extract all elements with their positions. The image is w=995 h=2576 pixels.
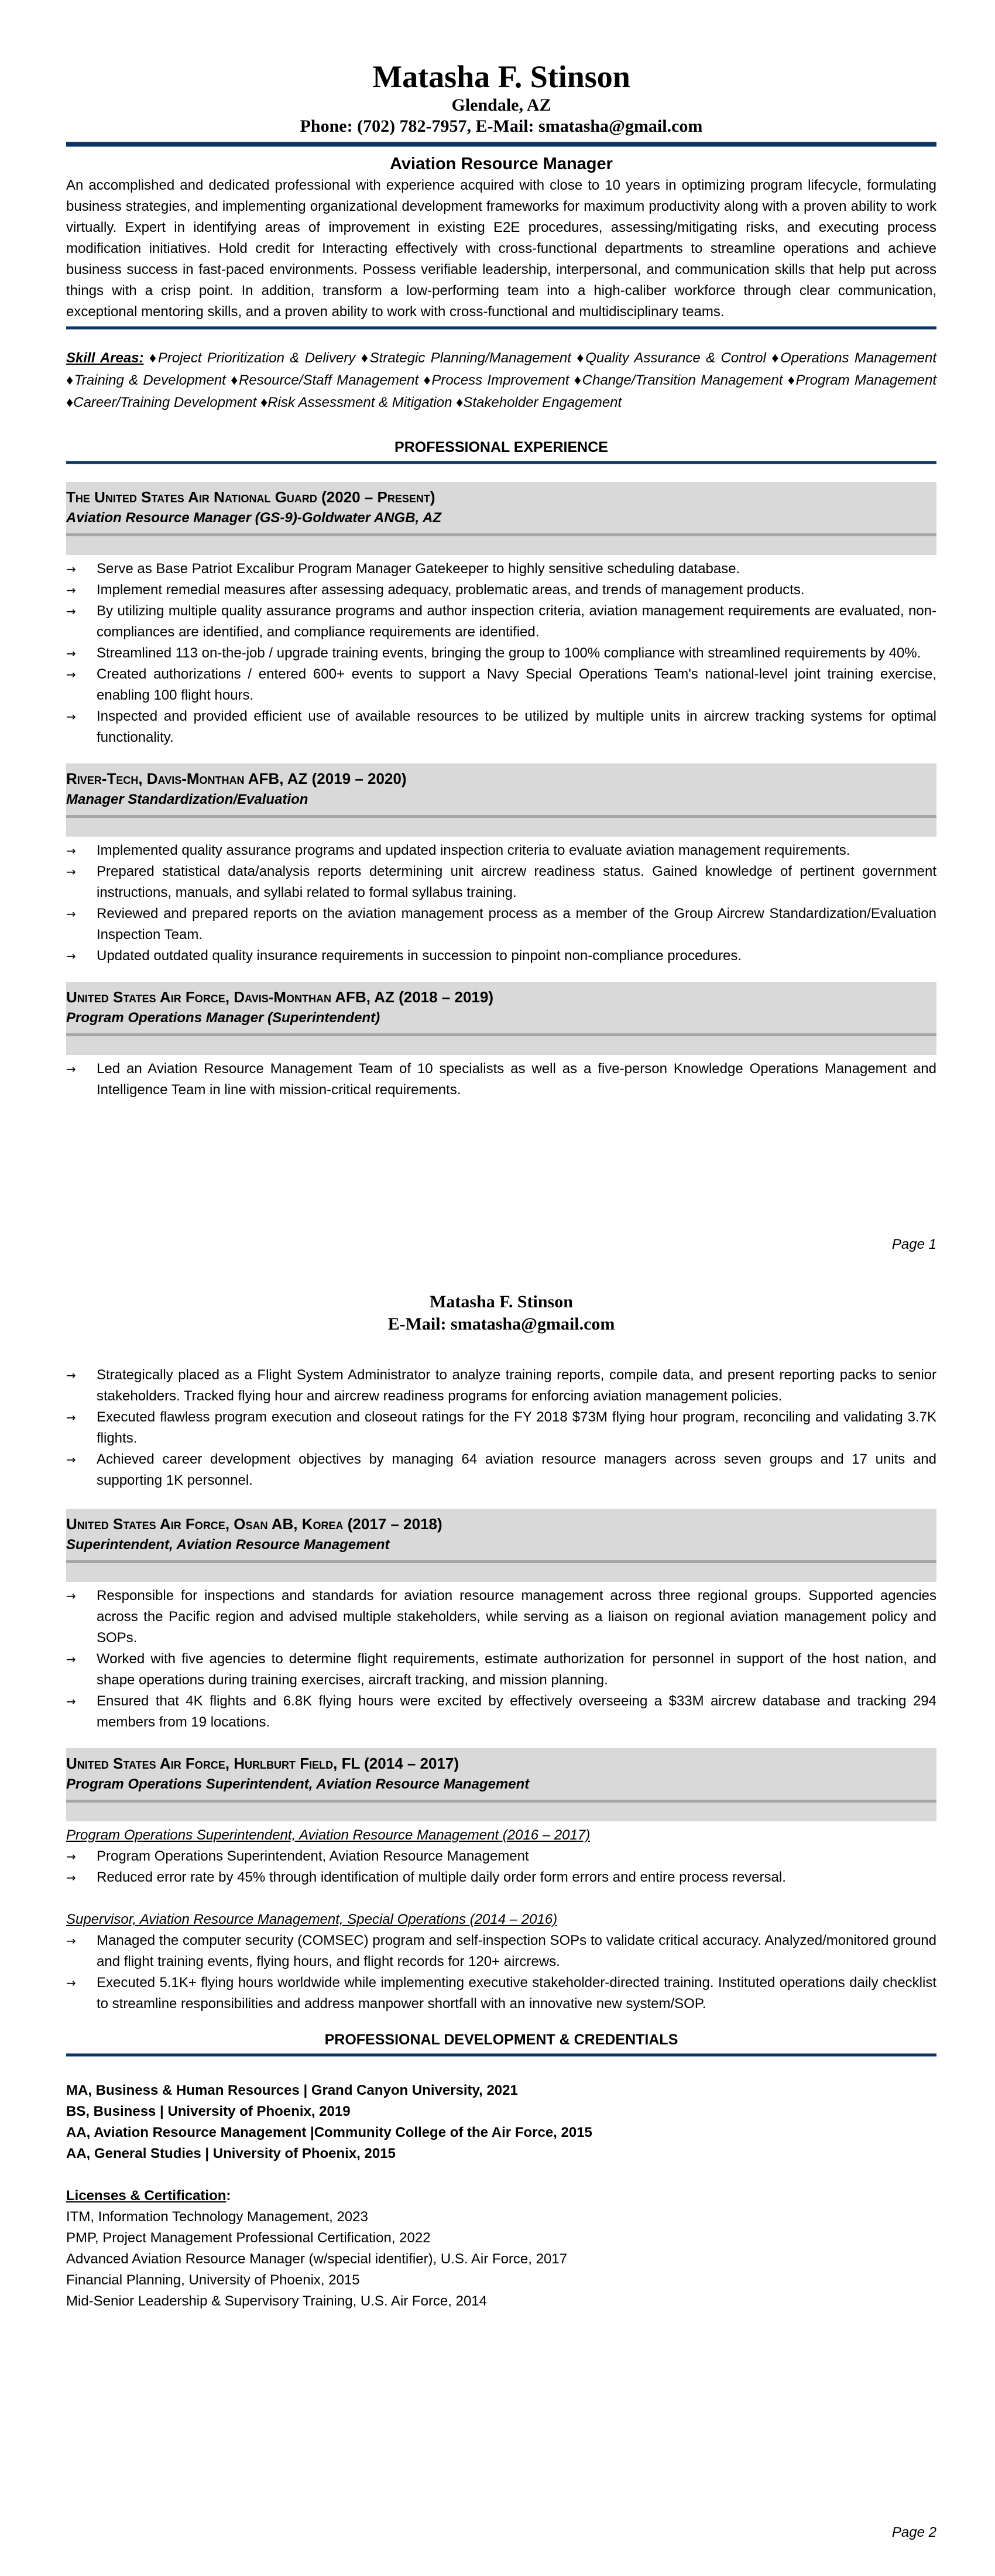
sub-role-title: Program Operations Superintendent, Aviation Resource Management (2016 – 2017): [66, 1827, 591, 1843]
licenses-list: [66, 2207, 936, 2312]
bullet-item: [66, 601, 936, 643]
bullet-text: Executed flawless program execution and closeout ratings for the FY 2018 $73M flying hour program, reconciling and validating 3.7K flights.: [97, 1409, 936, 1446]
job-header-spacer: [66, 1803, 936, 1821]
candidate-name: Matasha F. Stinson: [372, 59, 630, 94]
job-entry: [66, 482, 936, 748]
education-list: [66, 2080, 936, 2164]
bullet-item: [66, 1691, 936, 1733]
bullet-list: [66, 1585, 936, 1733]
job-company: United States Air Force, Hurlburt Field, FL (2014 – 2017): [66, 1755, 459, 1772]
bullet-text: Program Operations Superintendent, Aviation Resource Management: [97, 1848, 529, 1864]
bullet-item: [66, 1365, 936, 1407]
bullet-list: [66, 840, 936, 967]
bullet-item: [66, 861, 936, 903]
education-item: MA, Business & Human Resources | Grand Canyon University, 2021: [66, 2082, 518, 2098]
diamond-bullet-icon: ♦: [361, 350, 370, 366]
page-number-2: Page 2: [891, 2524, 936, 2540]
job-entry: [66, 1509, 936, 1733]
bullet-item: [66, 1585, 936, 1649]
bullet-text: Implement remedial measures after assessing adequacy, problematic areas, and trends of management products.: [97, 582, 805, 598]
arrow-icon: →: [66, 562, 76, 576]
professional-summary: An accomplished and dedicated professional with experience acquired with close to 10 years in optimizing program lifecycle, formulating business strategies, and implementing organizational development frameworks for maximum productivity along with a proven ability to work virtually. Expert in identifying areas of improvement in existing E2E procedures, assessing/mitigating risks, and executing process modification initiatives. Hold credit for Interacting effectively with cross-functional departments to streamline operations and achieve business success in fast-paced environments. Possess verifiable leadership, interpersonal, and communication skills that help put across things with a crisp point. In addition, transform a low-performing team into a high-caliber workforce through clear communication, exceptional mentoring skills, and a proven ability to work with cross-functional and multidisciplinary teams.: [66, 177, 936, 320]
bullet-text: Reduced error rate by 45% through identification of multiple daily order form errors and entire process reversal.: [97, 1869, 786, 1885]
bullet-list: [66, 1059, 936, 1101]
arrow-icon: →: [66, 667, 76, 681]
continued-bullets: [66, 1365, 936, 1491]
job-role: Aviation Resource Manager (GS-9)-Goldwater ANGB, AZ: [66, 510, 441, 526]
arrow-icon: →: [66, 710, 76, 724]
arrow-icon: →: [66, 1589, 76, 1603]
skill-item: Project Prioritization & Delivery: [157, 350, 356, 366]
job-header: [66, 763, 936, 837]
arrow-icon: →: [66, 844, 76, 858]
bullet-text: Led an Aviation Resource Management Team of 10 specialists as well as a five-person Knowledge Operations Management and Intelligence Team in line with mission-critical requirements.: [97, 1061, 936, 1098]
experience-list: [66, 482, 936, 1101]
skill-item: Training & Development: [74, 372, 226, 388]
arrow-icon: →: [66, 1062, 76, 1076]
bullet-item: [66, 1059, 936, 1101]
bullet-text: Created authorizations / entered 600+ events to support a Navy Special Operations Team's national-level joint training exercise, enabling 100 flight hours.: [97, 666, 936, 703]
diamond-bullet-icon: ♦: [787, 372, 796, 388]
skill-item: Operations Management: [780, 350, 936, 366]
job-header-spacer: [66, 818, 936, 837]
job-company: The United States Air National Guard (2020 – Present): [66, 488, 435, 506]
resume-page-1: [66, 59, 936, 1116]
arrow-icon: →: [66, 1652, 76, 1666]
bullet-item: [66, 643, 936, 664]
diamond-bullet-icon: ♦: [149, 350, 158, 366]
diamond-bullet-icon: ♦: [577, 350, 586, 366]
bullet-list: [66, 1930, 936, 2015]
bullet-item: [66, 946, 936, 967]
job-header: [66, 1748, 936, 1821]
bullet-text: Strategically placed as a Flight System Administrator to analyze training reports, compile data, and present reporting packs to senior stakeholders. Tracked flying hour and aircrew readiness programs for enforcing aviation management policies.: [97, 1367, 936, 1404]
skill-item: Quality Assurance & Control: [585, 350, 766, 366]
education-item: AA, Aviation Resource Management |Community College of the Air Force, 2015: [66, 2125, 592, 2140]
bullet-text: Updated outdated quality insurance requirements in succession to pinpoint non-compliance procedures.: [97, 948, 742, 964]
bullet-item: [66, 840, 936, 861]
professional-title: Aviation Resource Manager: [390, 155, 613, 173]
license-item: Mid-Senior Leadership & Supervisory Training, U.S. Air Force, 2014: [66, 2293, 488, 2309]
job-header: [66, 982, 936, 1055]
job-company: United States Air Force, Davis-Monthan AFB, AZ (2018 – 2019): [66, 988, 493, 1006]
licenses-heading: [66, 2186, 936, 2207]
arrow-icon: →: [66, 907, 76, 921]
bullet-item: [66, 903, 936, 946]
candidate-email-p2: E-Mail: smatasha@gmail.com: [387, 1314, 615, 1334]
candidate-contact: Phone: (702) 782-7957, E-Mail: smatasha@gmail.com: [300, 117, 703, 136]
job-header-spacer: [66, 1036, 936, 1055]
licenses-label: Licenses & Certification: [66, 2188, 227, 2204]
bullet-list: [66, 1846, 936, 1888]
diamond-bullet-icon: ♦: [66, 372, 74, 388]
bullet-text: Managed the computer security (COMSEC) program and self-inspection SOPs to validate critical accuracy. Analyzed/monitored ground and flight training events, flying hours, and flight records for 120+ aircrews.: [97, 1933, 936, 1969]
skill-item: Stakeholder Engagement: [463, 395, 622, 410]
page-number-1: Page 1: [891, 1236, 936, 1252]
experience-list-p2: [66, 1509, 936, 2015]
bullet-text: Prepared statistical data/analysis reports determining unit aircrew readiness status. Gained knowledge of pertinent government instructions, manuals, and syllabi related to formal syllabus training.: [97, 864, 936, 900]
diamond-bullet-icon: ♦: [66, 395, 74, 410]
job-role: Program Operations Manager (Superintendent): [66, 1010, 380, 1026]
skill-list: [66, 350, 936, 410]
skill-item: Resource/Staff Management: [239, 372, 419, 388]
license-item: PMP, Project Management Professional Certification, 2022: [66, 2230, 431, 2246]
bullet-item: [66, 559, 936, 580]
job-entry: [66, 763, 936, 967]
job-header-spacer: [66, 536, 936, 555]
diamond-bullet-icon: ♦: [456, 395, 464, 410]
skill-item: Program Management: [795, 372, 937, 388]
candidate-name-p2: Matasha F. Stinson: [430, 1292, 573, 1311]
arrow-icon: →: [66, 1849, 76, 1864]
job-entry: [66, 1748, 936, 2015]
education-item: AA, General Studies | University of Phoenix, 2015: [66, 2146, 396, 2161]
header-divider: [66, 142, 936, 147]
section-title-credentials: PROFESSIONAL DEVELOPMENT & CREDENTIALS: [324, 2032, 678, 2048]
credentials-divider: [66, 2053, 936, 2057]
job-role: Superintendent, Aviation Resource Management: [66, 1537, 390, 1553]
skill-item: Strategic Planning/Management: [369, 350, 571, 366]
bullet-text: Streamlined 113 on-the-job / upgrade training events, bringing the group to 100% compliance with streamlined requirements by 40%.: [97, 645, 921, 661]
arrow-icon: →: [66, 646, 76, 660]
bullet-text: Reviewed and prepared reports on the aviation management process as a member of the Group Aircrew Standardization/Evaluation Inspection Team.: [97, 906, 936, 943]
bullet-text: Executed 5.1K+ flying hours worldwide while implementing executive stakeholder-directed training. Instituted operations daily checklist to streamline responsibilities and address manpower shortfall with an innovative new system/SOP.: [97, 1975, 936, 2012]
resume-page-2: [66, 1291, 936, 2312]
bullet-item: [66, 1407, 936, 1449]
arrow-icon: →: [66, 1871, 76, 1885]
job-header: [66, 482, 936, 555]
skill-areas: [66, 347, 936, 414]
bullet-item: [66, 580, 936, 601]
arrow-icon: →: [66, 1934, 76, 1948]
arrow-icon: →: [66, 1410, 76, 1424]
arrow-icon: →: [66, 1976, 76, 1990]
bullet-item: [66, 1972, 936, 2015]
diamond-bullet-icon: ♦: [574, 372, 582, 388]
bullet-text: Ensured that 4K flights and 6.8K flying hours were excited by effectively overseeing a $33M aircrew database and tracking 294 members from 19 locations.: [97, 1693, 936, 1730]
skill-areas-label: Skill Areas:: [66, 350, 144, 366]
bullet-text: By utilizing multiple quality assurance programs and author inspection criteria, aviation management requirements are evaluated, non-compliances are identified, and compliance requirements are identified.: [97, 603, 936, 640]
bullet-text: Worked with five agencies to determine flight requirements, estimate authorization for personnel in support of the host nation, and shape operations during training exercises, aircraft tracking, and mission planning.: [97, 1651, 936, 1688]
skill-item: Career/Training Development: [73, 395, 257, 410]
job-role: Manager Standardization/Evaluation: [66, 792, 308, 807]
arrow-icon: →: [66, 583, 76, 597]
job-header: [66, 1509, 936, 1582]
summary-divider: [66, 326, 936, 330]
bullet-item: [66, 1867, 936, 1888]
job-company: River-Tech, Davis-Monthan AFB, AZ (2019 – 2020): [66, 770, 407, 787]
arrow-icon: →: [66, 604, 76, 618]
job-role: Program Operations Superintendent, Aviation Resource Management: [66, 1776, 530, 1792]
job-entry: [66, 982, 936, 1101]
bullet-text: Responsible for inspections and standards for aviation resource management across three regional groups. Supported agencies across the Pacific region and advised multiple stakeholders, while serving as a liaison on regional aviation management policy and SOPs.: [97, 1588, 936, 1646]
diamond-bullet-icon: ♦: [771, 350, 781, 366]
education-item: BS, Business | University of Phoenix, 2019: [66, 2104, 351, 2119]
skill-item: Process Improvement: [431, 372, 569, 388]
bullet-item: [66, 664, 936, 706]
experience-divider: [66, 461, 936, 464]
job-company: United States Air Force, Osan AB, Korea (2017 – 2018): [66, 1515, 442, 1533]
arrow-icon: →: [66, 1453, 76, 1467]
bullet-item: [66, 1449, 936, 1491]
diamond-bullet-icon: ♦: [423, 372, 432, 388]
arrow-icon: →: [66, 1368, 76, 1382]
bullet-list: [66, 559, 936, 748]
candidate-location: Glendale, AZ: [451, 95, 551, 115]
licenses-colon: :: [226, 2188, 231, 2204]
section-title-experience: PROFESSIONAL EXPERIENCE: [394, 439, 608, 455]
bullet-text: Implemented quality assurance programs and updated inspection criteria to evaluate aviation management requirements.: [97, 842, 850, 858]
license-item: Advanced Aviation Resource Manager (w/special identifier), U.S. Air Force, 2017: [66, 2251, 567, 2267]
bullet-text: Inspected and provided efficient use of available resources to be utilized by multiple units in aircrew tracking systems for optimal functionality.: [97, 708, 936, 745]
arrow-icon: →: [66, 949, 76, 963]
bullet-item: [66, 1846, 936, 1867]
license-item: Financial Planning, University of Phoenix, 2015: [66, 2272, 360, 2288]
arrow-icon: →: [66, 1694, 76, 1708]
job-header-spacer: [66, 1563, 936, 1582]
skill-item: Risk Assessment & Mitigation: [267, 395, 452, 410]
bullet-item: [66, 1930, 936, 1972]
bullet-text: Serve as Base Patriot Excalibur Program Manager Gatekeeper to highly sensitive scheduling database.: [97, 561, 740, 577]
bullet-item: [66, 1649, 936, 1691]
diamond-bullet-icon: ♦: [260, 395, 268, 410]
skill-item: Change/Transition Management: [582, 372, 783, 388]
diamond-bullet-icon: ♦: [231, 372, 239, 388]
arrow-icon: →: [66, 865, 76, 879]
license-item: ITM, Information Technology Management, 2023: [66, 2209, 368, 2225]
bullet-text: Achieved career development objectives by managing 64 aviation resource managers across seven groups and 17 units and supporting 1K personnel.: [97, 1451, 936, 1488]
sub-role-title: Supervisor, Aviation Resource Management, Special Operations (2014 – 2016): [66, 1912, 558, 1927]
bullet-item: [66, 706, 936, 748]
